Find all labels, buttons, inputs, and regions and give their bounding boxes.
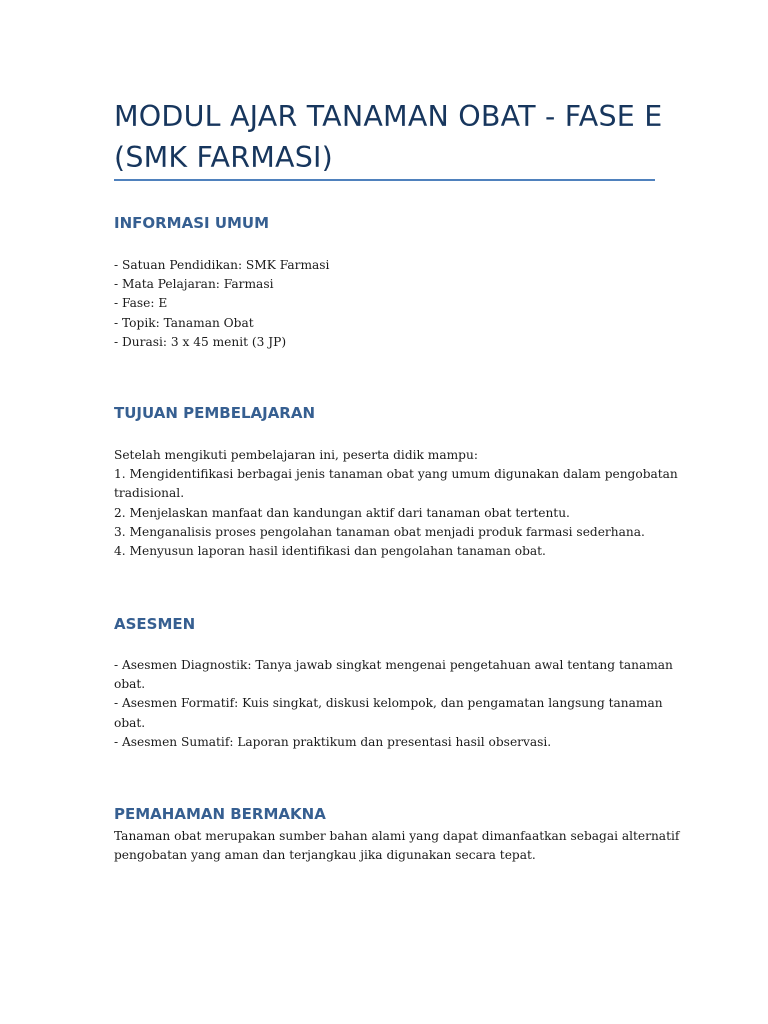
paragraph-line: - Asesmen Diagnostik: Tanya jawab singkat mengenai pengetahuan awal tentang tanaman: [114, 658, 673, 672]
paragraph-line: tradisional.: [114, 486, 185, 501]
heading-pemahaman-bermakna: PEMAHAMAN BERMAKNA: [114, 805, 326, 823]
document-title: [114, 96, 674, 178]
heading-asesmen: ASESMEN: [114, 615, 196, 633]
list-item: - Topik: Tanaman Obat: [114, 315, 254, 330]
heading-tujuan-pembelajaran: TUJUAN PEMBELAJARAN: [114, 404, 316, 422]
paragraph-line: - Asesmen Sumatif: Laporan praktikum dan presentasi hasil observasi.: [114, 734, 552, 749]
paragraph-line: 3. Menganalisis proses pengolahan tanaman obat menjadi produk farmasi sederhana.: [114, 524, 645, 539]
list-item: - Fase: E: [114, 296, 168, 311]
list-item: - Mata Pelajaran: Farmasi: [114, 277, 274, 292]
title-line-2: (SMK FARMASI): [114, 141, 333, 174]
heading-informasi-umum: INFORMASI UMUM: [114, 214, 270, 232]
asesmen-text: [114, 656, 673, 752]
paragraph-line: pengobatan yang aman dan terjangkau jika digunakan secara tepat.: [114, 848, 536, 863]
paragraph-line: Tanaman obat merupakan sumber bahan alami yang dapat dimanfaatkan sebagai alternatif: [114, 829, 680, 843]
list-item: - Durasi: 3 x 45 menit (3 JP): [114, 334, 287, 349]
pemahaman-bermakna-text: [114, 827, 680, 865]
paragraph-line: 4. Menyusun laporan hasil identifikasi dan pengolahan tanaman obat.: [114, 544, 546, 559]
paragraph-line: obat.: [114, 715, 146, 730]
tujuan-pembelajaran-text: [114, 446, 678, 561]
paragraph-line: 2. Menjelaskan manfaat dan kandungan aktif dari tanaman obat tertentu.: [114, 505, 570, 520]
title-line-1: MODUL AJAR TANAMAN OBAT - FASE E: [114, 100, 663, 133]
informasi-umum-list: [114, 256, 659, 352]
paragraph-line: - Asesmen Formatif: Kuis singkat, diskusi kelompok, dan pengamatan langsung tanaman: [114, 696, 663, 711]
paragraph-line: 1. Mengidentifikasi berbagai jenis tanaman obat yang umum digunakan dalam pengobatan: [114, 467, 678, 482]
list-item: - Satuan Pendidikan: SMK Farmasi: [114, 258, 330, 272]
title-divider: [114, 179, 655, 181]
paragraph-line: obat.: [114, 677, 146, 692]
paragraph-line: Setelah mengikuti pembelajaran ini, peserta didik mampu:: [114, 448, 478, 462]
